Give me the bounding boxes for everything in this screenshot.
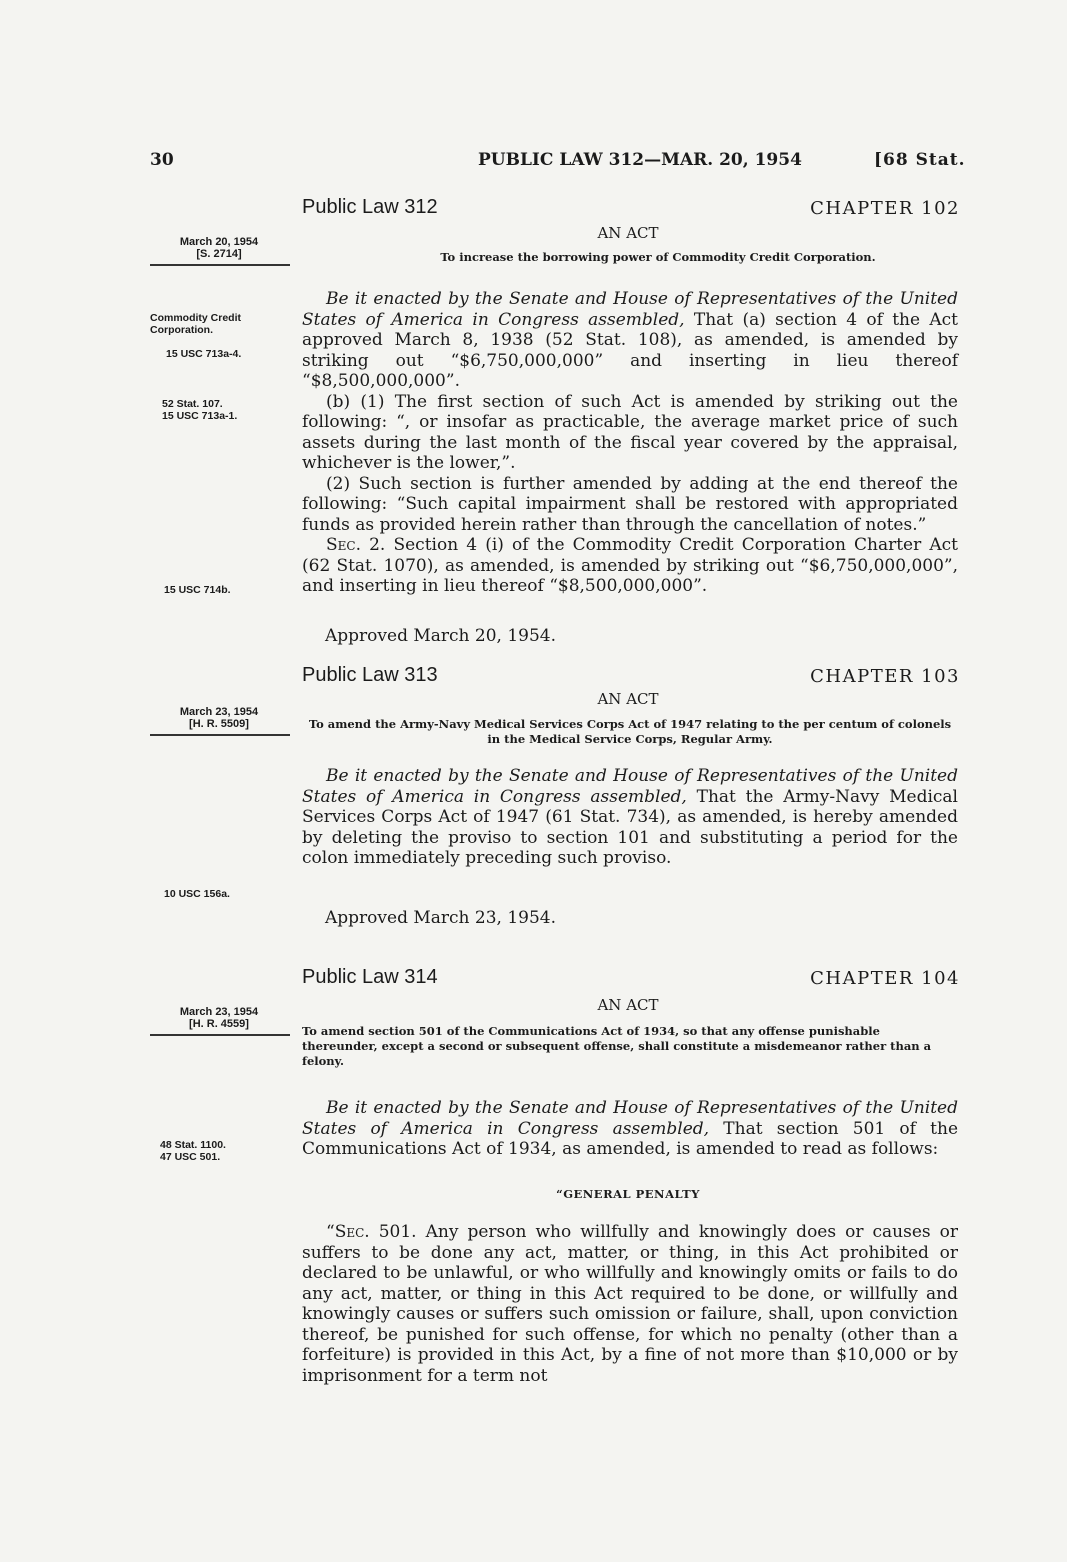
law313-body [302,766,958,869]
law314-title: To amend section 501 of the Communications Act of 1934, so that any offense punishable thereunder, except a second or subsequent offense, shall constitute a misdemeanor rather than a felony. [302,1024,932,1068]
law313-margin-rule [150,734,290,736]
page-number: 30 [150,150,174,170]
law314-section501 [302,1222,958,1386]
law312-bill: [S. 2714] [196,248,242,260]
law312-note-usc: 15 USC 713a-4. [166,348,242,360]
law314-act-heading: AN ACT [597,996,659,1014]
law312-section1a: That (a) section 4 of the Act approved March 8, 1938 (52 Stat. 108), as amended, is amended by striking out “$6,750,000,000” and inserting in lieu thereof “$8,500,000,000”. [302,309,958,391]
law312-note-ccc: Commodity Credit Corporation. [150,312,242,336]
law314-margin-date [150,1006,288,1030]
law314-date: March 23, 1954 [179,1006,259,1018]
law312-margin-date [150,236,288,260]
law312-note-stat: 52 Stat. 107. [162,398,223,410]
law313-text: That the Army-Navy Medical Services Corps Act of 1947 (61 Stat. 734), as amended, is hereby amended by deleting the proviso to section 101 and substituting a period for the colon immediately preceding such proviso. [302,786,958,868]
law314-sec501-text: 501. Any person who willfully and knowingly does or causes or suffers to be done any act, matter, or thing, in this Act prohibited or declared to be unlawful, or who willfully and knowingly omits or fails to do any act, matter, or thing in this Act required to be done, or willfully and knowingly causes or suffers such omission or failure, shall, upon conviction thereof, be punished for such offense, for which no penalty (other than a forfeiture) is provided in this Act, by a fine of not more than $10,000 or by imprisonment for a term not [302,1222,959,1386]
law314-body [302,1098,958,1160]
law312-chapter: CHAPTER 102 [810,198,960,219]
law312-note-usc2: 15 USC 713a-1. [162,410,238,422]
law313-margin-date [150,706,288,730]
law312-section1b1: (b) (1) The first section of such Act is amended by striking out the following: “, or insofar as practicable, the average market price of such assets during the last month of the fiscal year covered by the appraisal, whichever is the lower,”. [302,391,958,473]
law313-date: March 23, 1954 [179,706,259,718]
law314-margin-rule [150,1034,290,1036]
law314-sec501-label: “Sec. [326,1222,370,1242]
law312-act-heading: AN ACT [597,224,659,242]
law314-subhead: “GENERAL PENALTY [556,1187,700,1201]
law314-note-stat: 48 Stat. 1100. [160,1139,226,1151]
law312-name: Public Law 312 [302,196,438,218]
law313-note-usc: 10 USC 156a. [164,888,230,900]
law314-chapter: CHAPTER 104 [810,968,960,989]
law313-bill: [H. R. 5509] [189,718,249,730]
law312-body [302,289,958,597]
law312-sec2-label: Sec. 2. [326,535,386,555]
volume-citation: [68 Stat. [874,150,966,170]
law314-bill: [H. R. 4559] [189,1018,249,1030]
law313-chapter: CHAPTER 103 [810,666,960,687]
law313-approved: Approved March 23, 1954. [325,908,557,928]
law312-margin-rule [150,264,290,266]
running-title: PUBLIC LAW 312—MAR. 20, 1954 [478,150,802,170]
law314-name: Public Law 314 [302,966,438,988]
law312-enacting-clause: Be it enacted by the Senate and House of Representatives of the United States of America in Congress assembled, [302,289,958,330]
law312-date: March 20, 1954 [179,236,259,248]
law314-enacting-clause: Be it enacted by the Senate and House of Representatives of the United States of America in Congress assembled, [302,1098,958,1139]
law312-title: To increase the borrowing power of Commodity Credit Corporation. [440,250,876,264]
law313-act-heading: AN ACT [597,690,659,708]
law313-name: Public Law 313 [302,664,438,686]
law312-approved: Approved March 20, 1954. [325,626,557,646]
law312-note-usc3: 15 USC 714b. [164,584,231,596]
law312-section1b2: (2) Such section is further amended by adding at the end thereof the following: “Such capital impairment shall be restored with appropriated funds as provided herein rather than through the cancellation of notes.” [302,473,958,535]
law313-enacting-clause: Be it enacted by the Senate and House of Representatives of the United States of America in Congress assembled, [302,766,958,807]
law313-title: To amend the Army-Navy Medical Services Corps Act of 1947 relating to the per centum of colonels in the Medical Service Corps, Regular Army. [308,717,952,746]
law314-note-usc: 47 USC 501. [160,1151,221,1163]
law314-text: That section 501 of the Communications Act of 1934, as amended, is amended to read as follows: [302,1118,959,1159]
law312-section2: Section 4 (i) of the Commodity Credit Corporation Charter Act (62 Stat. 1070), as amended, is amended by striking out “$6,750,000,000”, and inserting in lieu thereof “$8,500,000,000”. [302,535,958,596]
